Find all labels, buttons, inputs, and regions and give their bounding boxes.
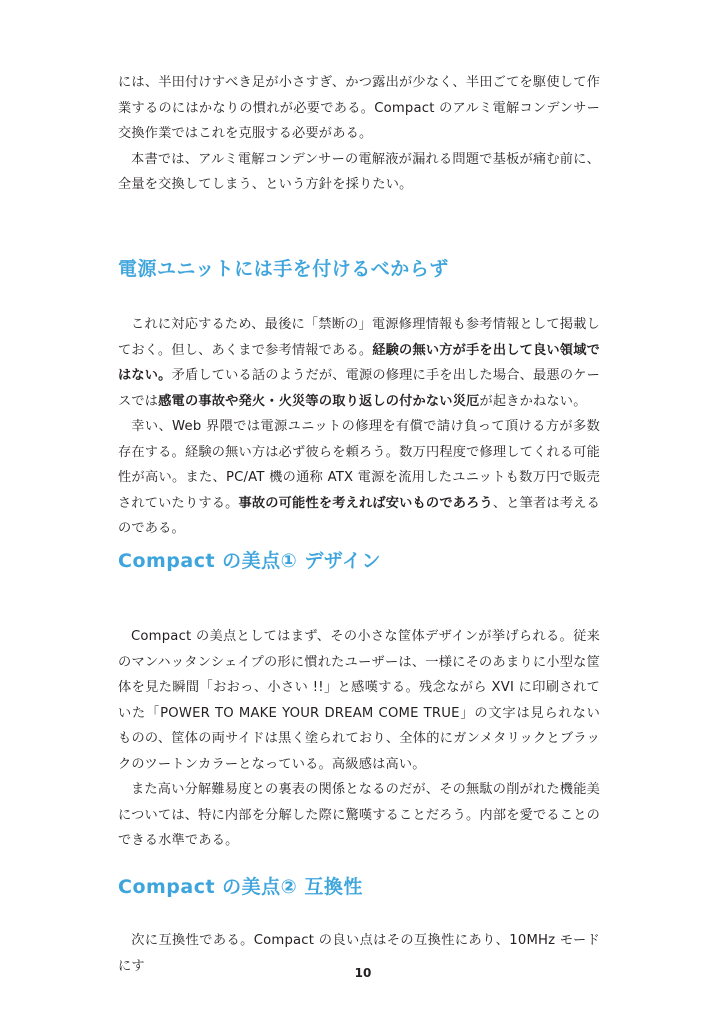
power-danger-bold: 感電の事故や発火・火災等の取り返しの付かない災厄 [158, 393, 480, 409]
power-warning-bold: 経験の無い方が手を出して良い領域ではない。 [118, 342, 600, 383]
section-heading-compatibility: Compact の美点② 互換性 [118, 876, 363, 898]
design-text-2: また高い分解難易度との裏表の関係となるのだが、その無駄の削がれた機能美については、特に内部を分解した際に驚嘆することだろう。内部を愛でることのできる水準である。 [118, 782, 600, 848]
paragraph-power-unit-1 [118, 312, 600, 542]
intro-text-2: 本書では、アルミ電解コンデンサーの電解液が漏れる問題で基板が痛む前に、全量を交換してしまう、という方針を採りたい。 [118, 151, 600, 192]
paragraph-intro [118, 70, 600, 198]
power-cheap-bold: 事故の可能性を考えれば安いものであろう [238, 495, 493, 511]
section-heading-power-unit: 電源ユニットには手を付けるべからず [118, 258, 449, 280]
page-number: 10 [354, 966, 372, 980]
power-text-2a: 幸い、Web 界隈では電源ユニットの修理を有償で請け負って頂ける方が多数存在する。経験の無い方は必ず彼らを頼ろう。数万円程度で修理してくれる可能性が高い。また、PC/AT 機の通称 ATX 電源を流用したユニットも数万円で販売されていたりする。 [118, 419, 600, 511]
intro-text: には、半田付けすべき足が小さすぎ、かつ露出が少なく、半田ごてを駆使して作業するのにはかなりの慣れが必要である。Compact のアルミ電解コンデンサー交換作業ではこれを克服する必要がある。 [118, 75, 600, 141]
compat-text-1: 次に互換性である。Compact の良い点はその互換性にあり、10MHz モードにす [118, 933, 600, 974]
section-heading-design: Compact の美点① デザイン [118, 550, 382, 572]
paragraph-design [118, 624, 600, 854]
power-text-c: 矛盾している話のようだが、電源の修理に手を出した場合、最悪のケースでは [118, 368, 600, 409]
power-text-a: これに対応するため、最後に「禁断の」電源修理情報も参考情報として掲載しておく。但し、あくまで参考情報である。 [118, 317, 600, 358]
power-text-e: が起きかねない。 [479, 393, 587, 409]
design-text-1: Compact の美点としてはまず、その小さな筐体デザインが挙げられる。従来のマンハッタンシェイプの形に慣れたユーザーは、一様にそのあまりに小型な筐体を見た瞬間「おおっ、小さい !!」と感嘆する。残念ながら XVI に印刷されていた「POWER TO MAKE YOUR DREAM COME TRUE」の文字は見られないものの、筐体の両サイドは黒く塗られており、全体的にガンメタリックとブラックのツートンカラーとなっている。高級感は高い。 [118, 629, 600, 772]
power-text-2c: 、と筆者は考えるのである。 [118, 495, 600, 536]
